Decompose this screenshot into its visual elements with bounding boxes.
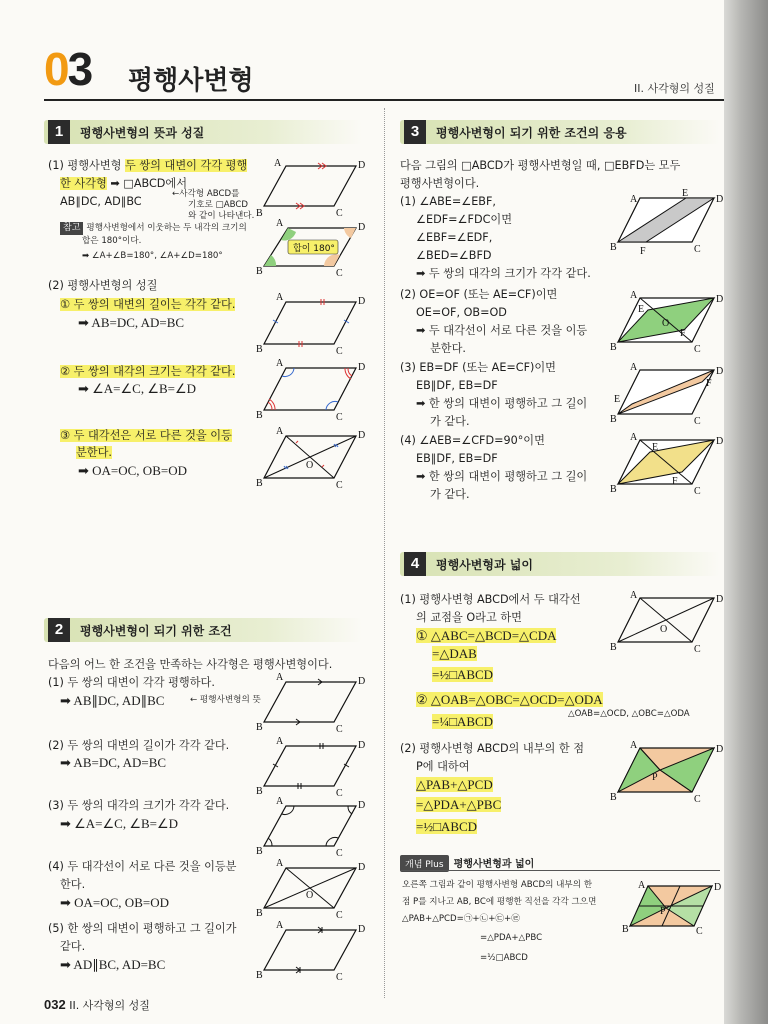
s3-d3: ➡ 한 쌍의 대변이 평행하고 그 길이 — [416, 470, 588, 483]
svg-text:B: B — [256, 344, 263, 355]
svg-text:E: E — [614, 394, 621, 405]
svg-text:C: C — [336, 848, 343, 859]
s2-cond-2-eq: ➡ AB=DC, AD=BC — [60, 755, 167, 770]
fig-cond-3 — [256, 796, 366, 859]
s4-b5: =½□ABCD — [416, 819, 478, 834]
s3-intro-1: 다음 그림의 □ABCD가 평행사변형일 때, □EBFD는 모두 — [400, 159, 681, 172]
chapter-number: 03 — [44, 43, 92, 95]
svg-text:A: A — [276, 292, 284, 303]
s3-b1: (2) OE=OF (또는 AE=CF)이면 — [400, 288, 558, 301]
section-title: 평행사변형이 되기 위한 조건의 응용 — [436, 126, 627, 140]
column-divider — [384, 108, 386, 998]
s2-cond-1-note: ← 평행사변형의 뜻 — [190, 695, 261, 705]
s4-a5: =½□ABCD — [432, 667, 494, 682]
s3-a4: ∠BED=∠BFD — [416, 249, 492, 262]
fig-app-3 — [610, 362, 724, 427]
s1-def-line3: AB∥DC, AD∥BC — [60, 195, 142, 208]
svg-text:B: B — [256, 478, 263, 489]
svg-text:F: F — [672, 476, 678, 487]
svg-text:A: A — [276, 796, 284, 807]
section-2-header — [44, 618, 362, 642]
s3-d1: (4) ∠AEB=∠CFD=90°이면 — [400, 434, 545, 447]
svg-text:C: C — [336, 268, 343, 279]
svg-text:C: C — [694, 344, 701, 355]
s4-a3: ① △ABC=△BCD=△CDA — [416, 628, 557, 643]
svg-text:A: A — [630, 432, 638, 443]
fig-diagonals — [256, 426, 366, 491]
footer-unit: II. 사각형의 성질 — [69, 999, 150, 1012]
svg-text:D: D — [716, 294, 724, 305]
svg-text:D: D — [716, 744, 724, 755]
section-number: 2 — [48, 618, 70, 642]
s1-prop-1: ① 두 쌍의 대변의 길이는 각각 같다. — [60, 298, 236, 311]
svg-text:D: D — [358, 924, 366, 935]
unit-label: II. 사각형의 성질 — [634, 82, 715, 95]
fig-app-4 — [610, 432, 724, 497]
svg-text:A: A — [276, 858, 284, 869]
svg-text:D: D — [358, 740, 366, 751]
s4-b4: =△PDA+△PBC — [416, 797, 502, 812]
svg-text:A: A — [274, 158, 282, 169]
svg-text:D: D — [358, 160, 366, 171]
s1-prop-2: ② 두 쌍의 대각의 크기는 각각 같다. — [60, 365, 236, 378]
s3-b4: 분한다. — [430, 342, 466, 355]
svg-text:B: B — [256, 908, 263, 919]
fig-plus — [622, 880, 720, 936]
svg-text:C: C — [694, 416, 701, 427]
svg-text:D: D — [358, 362, 366, 373]
s4-a6: ② △OAB=△OBC=△OCD=△ODA — [416, 692, 603, 707]
svg-text:D: D — [714, 882, 722, 893]
svg-text:E: E — [682, 188, 689, 199]
s4-a1: (1) 평행사변형 ABCD에서 두 대각선 — [400, 593, 581, 606]
s3-b2: OE=OF, OB=OD — [416, 306, 507, 319]
svg-text:A: A — [630, 590, 638, 601]
svg-text:B: B — [256, 846, 263, 857]
s4-a4: =△DAB — [432, 646, 477, 661]
s1-note-2: 기호로 □ABCD — [188, 200, 248, 210]
plus-line-3: △PAB+△PCD=㉠+㉡+㉢+㉣ — [402, 914, 520, 924]
svg-text:A: A — [276, 920, 284, 931]
svg-text:B: B — [610, 642, 617, 653]
s3-a1: (1) ∠ABE=∠EBF, — [400, 195, 496, 208]
svg-text:C: C — [336, 910, 343, 921]
svg-text:B: B — [610, 414, 617, 425]
svg-text:A: A — [276, 736, 284, 747]
s1-note-3: 와 같이 나타낸다. — [188, 211, 255, 221]
svg-text:E: E — [652, 442, 659, 453]
svg-text:C: C — [336, 208, 343, 219]
fig-cond-5 — [256, 920, 366, 983]
svg-text:A: A — [630, 194, 638, 205]
s4-b3: △PAB+△PCD — [416, 777, 493, 792]
fig-app-1 — [610, 188, 724, 257]
svg-text:O: O — [662, 318, 670, 329]
svg-text:C: C — [336, 972, 343, 983]
fig-cond-1 — [256, 672, 366, 735]
svg-text:B: B — [610, 792, 617, 803]
svg-text:A: A — [276, 218, 284, 229]
s3-a3: ∠EBF=∠EDF, — [416, 231, 493, 244]
section-3-header — [400, 120, 720, 144]
svg-text:C: C — [336, 788, 343, 799]
s4-a-note: △OAB=△OCD, △OBC=△ODA — [568, 709, 690, 719]
svg-text:B: B — [256, 970, 263, 981]
plus-line-5: =½□ABCD — [480, 953, 528, 963]
svg-text:O: O — [306, 460, 314, 471]
s3-c3: ➡ 한 쌍의 대변이 평행하고 그 길이 — [416, 397, 588, 410]
s1-prop-3a: ③ 두 대각선은 서로 다른 것을 이등 — [60, 429, 232, 442]
fig-app-2 — [610, 290, 724, 355]
s1-prop-1-eq: ➡ AB=DC, AD=BC — [78, 315, 185, 330]
s1-prop-3b: 분한다. — [76, 446, 112, 459]
svg-text:P: P — [660, 906, 666, 917]
s3-intro-2: 평행사변형이다. — [400, 177, 480, 190]
svg-text:A: A — [630, 290, 638, 301]
fig-area-2 — [610, 740, 724, 805]
s3-c4: 가 같다. — [430, 415, 470, 428]
book-gutter-shadow — [724, 0, 768, 1024]
s2-cond-2: (2) 두 쌍의 대변의 길이가 각각 같다. — [48, 739, 230, 752]
header-rule — [44, 99, 724, 101]
s4-a2: 의 교점을 O라고 하면 — [416, 611, 522, 624]
s4-a7: =¼□ABCD — [432, 714, 494, 729]
svg-text:B: B — [256, 266, 263, 277]
svg-text:C: C — [694, 644, 701, 655]
s3-c1: (3) EB=DF (또는 AE=CF)이면 — [400, 361, 556, 374]
fig-cond-2 — [256, 736, 366, 799]
svg-text:D: D — [358, 430, 366, 441]
svg-text:D: D — [358, 296, 366, 307]
s3-c2: EB∥DF, EB=DF — [416, 379, 498, 392]
svg-text:F: F — [640, 246, 646, 257]
s1-prop-3-eq: ➡ OA=OC, OB=OD — [78, 463, 187, 478]
s1-prop-2-eq: ➡ ∠A=∠C, ∠B=∠D — [78, 381, 197, 396]
svg-text:A: A — [630, 740, 638, 751]
section-4-header — [400, 552, 720, 576]
svg-text:B: B — [622, 924, 629, 935]
svg-text:D: D — [716, 366, 724, 377]
fig-parallelogram-def — [256, 158, 366, 218]
svg-text:D: D — [716, 594, 724, 605]
fig-adjacent-angles — [256, 218, 366, 279]
s3-a2: ∠EDF=∠FDC이면 — [416, 213, 513, 226]
s1-def-line2: 한 사각형 ➡ □ABCD에서 — [60, 177, 188, 190]
s2-cond-3: (3) 두 쌍의 대각의 크기가 각각 같다. — [48, 799, 230, 812]
section-number: 4 — [404, 552, 426, 576]
svg-text:C: C — [336, 724, 343, 735]
s2-cond-5b: 같다. — [60, 940, 86, 953]
fig-label-sum: 합이 180° — [293, 244, 335, 254]
fig-cond-4 — [256, 858, 366, 921]
svg-text:C: C — [336, 480, 343, 491]
svg-text:B: B — [256, 722, 263, 733]
svg-text:O: O — [306, 890, 314, 901]
svg-text:D: D — [358, 222, 366, 233]
s3-d2: EB∥DF, EB=DF — [416, 452, 498, 465]
svg-text:C: C — [336, 412, 343, 423]
svg-text:B: B — [256, 410, 263, 421]
s3-b3: ➡ 두 대각선이 서로 다른 것을 이등 — [416, 324, 588, 337]
svg-text:D: D — [358, 676, 366, 687]
svg-text:F: F — [706, 378, 712, 389]
svg-text:P: P — [652, 772, 658, 783]
concept-plus-header — [400, 852, 534, 872]
plus-line-2: 점 P를 지나고 AB, BC에 평행한 직선을 각각 그으면 — [402, 897, 597, 907]
svg-text:F: F — [680, 328, 686, 339]
s2-cond-1-eq: ➡ AB∥DC, AD∥BC — [60, 693, 165, 708]
svg-text:D: D — [358, 800, 366, 811]
fig-equal-sides — [256, 292, 366, 357]
svg-text:C: C — [694, 486, 701, 497]
section-number: 1 — [48, 120, 70, 144]
svg-text:B: B — [610, 484, 617, 495]
s4-b1: (2) 평행사변형 ABCD의 내부의 한 점 — [400, 742, 585, 755]
svg-text:B: B — [610, 242, 617, 253]
svg-text:A: A — [276, 426, 284, 437]
ref-badge: 참고 — [60, 222, 83, 235]
svg-text:A: A — [276, 672, 284, 683]
s2-cond-4a: (4) 두 대각선이 서로 다른 것을 이등분 — [48, 860, 237, 873]
plus-line-1: 오른쪽 그림과 같이 평행사변형 ABCD의 내부의 한 — [402, 880, 593, 890]
svg-text:O: O — [660, 624, 668, 635]
s2-cond-3-eq: ➡ ∠A=∠C, ∠B=∠D — [60, 816, 179, 831]
s2-intro: 다음의 어느 한 조건을 만족하는 사각형은 평행사변형이다. — [48, 658, 333, 671]
svg-text:A: A — [276, 358, 284, 369]
s2-cond-5a: (5) 한 쌍의 대변이 평행하고 그 길이가 — [48, 922, 237, 935]
svg-text:C: C — [694, 794, 701, 805]
section-1-header — [44, 120, 362, 144]
s1-ref-1: 참고 평행사변형에서 이웃하는 두 내각의 크기의 — [60, 222, 247, 235]
svg-text:C: C — [336, 346, 343, 357]
s3-d4: 가 같다. — [430, 488, 470, 501]
svg-text:A: A — [630, 362, 638, 373]
svg-text:D: D — [716, 436, 724, 447]
s2-cond-4b: 한다. — [60, 878, 86, 891]
s4-b2: P에 대하여 — [416, 760, 470, 773]
s1-ref-3: ➡ ∠A+∠B=180°, ∠A+∠D=180° — [82, 251, 223, 261]
svg-text:C: C — [696, 926, 703, 937]
page-footer — [44, 997, 150, 1013]
section-number: 3 — [404, 120, 426, 144]
fig-area-1 — [610, 590, 724, 655]
concept-plus-rule — [400, 870, 720, 871]
s1-def-line1: (1) 평행사변형 두 쌍의 대변이 각각 평행 — [48, 159, 248, 172]
concept-plus-title: 평행사변형과 넓이 — [453, 859, 535, 870]
svg-text:E: E — [638, 304, 645, 315]
s1-note-1: ←사각형 ABCD를 — [172, 189, 240, 199]
s1-ref-2: 합은 180°이다. — [82, 236, 142, 246]
section-title: 평행사변형과 넓이 — [436, 558, 533, 572]
section-title: 평행사변형이 되기 위한 조건 — [80, 624, 232, 638]
svg-text:A: A — [638, 880, 646, 891]
svg-text:B: B — [256, 786, 263, 797]
s2-cond-5-eq: ➡ AD∥BC, AD=BC — [60, 957, 166, 972]
chapter-title: 평행사변형 — [128, 66, 254, 96]
svg-text:B: B — [256, 208, 263, 219]
fig-equal-angles — [256, 358, 366, 423]
svg-text:D: D — [716, 194, 724, 205]
svg-text:D: D — [358, 862, 366, 873]
page-number: 032 — [44, 997, 66, 1012]
s2-cond-4-eq: ➡ OA=OC, OB=OD — [60, 895, 169, 910]
svg-text:C: C — [694, 244, 701, 255]
s3-a5: ➡ 두 쌍의 대각의 크기가 각각 같다. — [416, 267, 591, 280]
s2-cond-1: (1) 두 쌍의 대변이 각각 평행하다. — [48, 676, 215, 689]
plus-line-4: =△PDA+△PBC — [480, 933, 543, 943]
s1-prop-title: (2) 평행사변형의 성질 — [48, 279, 158, 292]
section-title: 평행사변형의 뜻과 성질 — [80, 126, 205, 140]
concept-plus-badge: 개념 Plus — [400, 855, 449, 872]
svg-text:B: B — [610, 342, 617, 353]
